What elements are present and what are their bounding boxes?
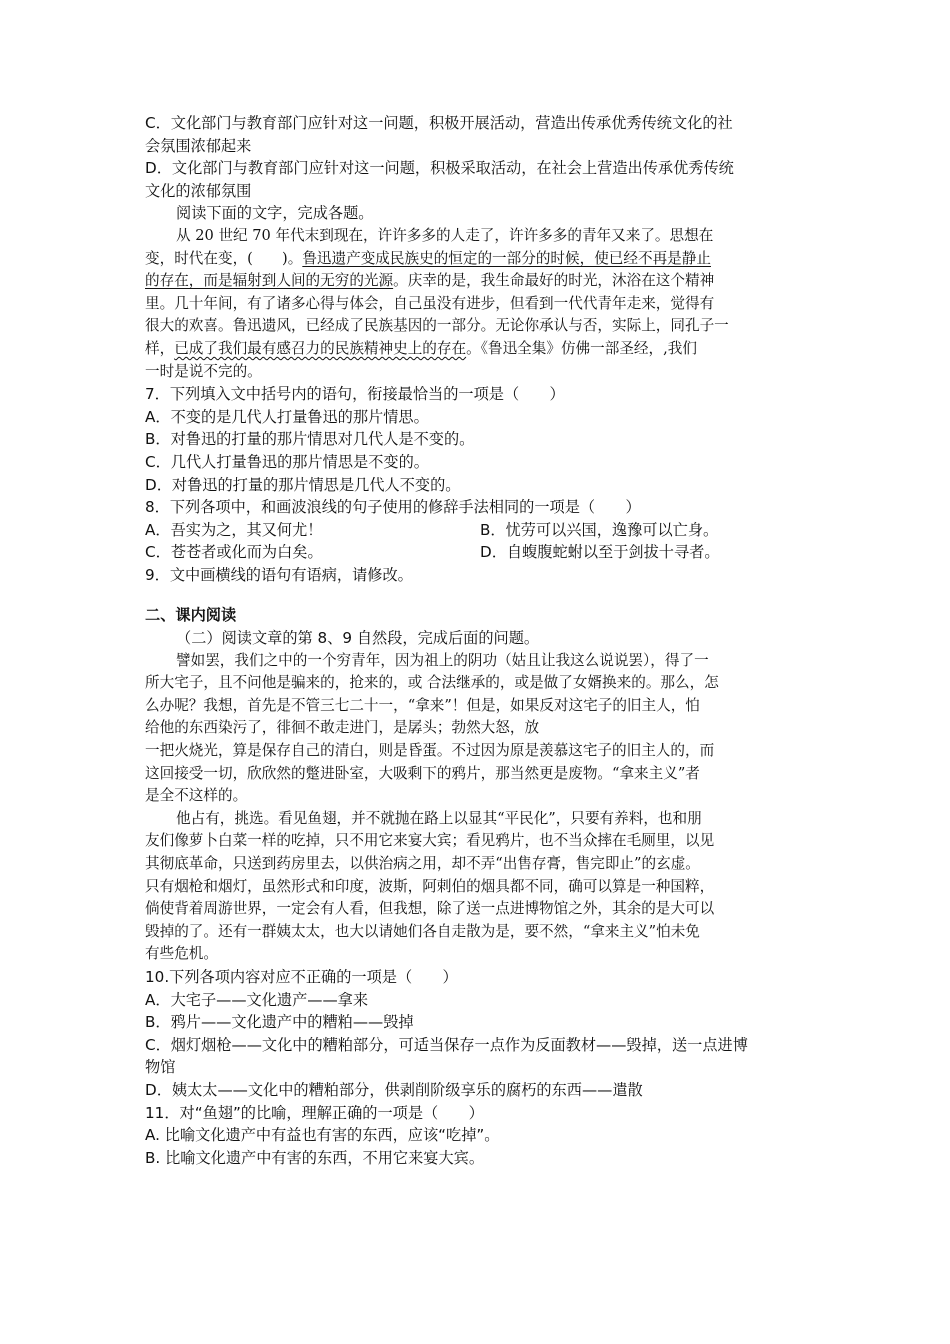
passage-line: 倘使背着周游世界，一定会有人看，但我想，除了送一点进博物馆之外，其余的是大可以 (145, 900, 715, 918)
question-10-option-b: B．鸦片——文化遗产中的糟粕——毁掉 (145, 1013, 414, 1032)
option-d-line1: D．文化部门与教育部门应针对这一问题，积极采取活动，在社会上营造出传承优秀传统 (145, 159, 734, 178)
question-8-options-row2 (145, 541, 815, 564)
question-7-option-d: D．对鲁迅的打量的那片情思是几代人不变的。 (145, 475, 461, 494)
passage-line: 一时是说不完的。 (145, 362, 262, 380)
passage-line (145, 338, 815, 361)
passage-line: 这回接受一切，欣欣然的蹩进卧室，大吸剩下的鸦片，那当然更是废物。“拿来主义”者 (145, 764, 700, 782)
reading-instruction: 阅读下面的文字，完成各题。 (176, 204, 374, 223)
question-10-option-c-line2: 物馆 (145, 1058, 176, 1077)
exam-page (145, 112, 815, 1169)
question-11-stem: 11．对“鱼翅”的比喻，理解正确的一项是（ ） (145, 1103, 484, 1122)
wavy-underlined-sentence: 已成了我们最有感召力的民族精神史上的存在 (174, 339, 467, 357)
passage-line (145, 270, 815, 293)
passage-text: 变，时代在变，( )。 (145, 249, 303, 267)
question-8-options-row1 (145, 519, 815, 542)
question-7-option-b: B．对鲁迅的打量的那片情思对几代人是不变的。 (145, 430, 475, 449)
passage-line: 里。几十年间，有了诸多心得与体会，自己虽没有进步，但看到一代代青年走来，觉得有 (145, 294, 715, 312)
passage-text: 。庆幸的是，我生命最好的时光，沐浴在这个精神 (393, 272, 715, 290)
question-10-option-a: A．大宅子——文化遗产——拿来 (145, 990, 369, 1009)
option-c-line1: C．文化部门与教育部门应针对这一问题，积极开展活动，营造出传承优秀传统文化的社 (145, 114, 733, 132)
passage-line: 所大宅子，且不问他是骗来的，抢来的，或 合法继承的，或是做了女婿换来的。那么，怎 (145, 674, 719, 692)
underlined-sentence: 的存在，而是辐射到人间的无穷的光源 (145, 272, 394, 290)
question-8-option-d: D．自蝮腹蛇蚹以至于剑拔十寻者。 (480, 543, 720, 562)
question-9-stem: 9．文中画横线的语句有语病，请修改。 (145, 565, 413, 584)
section-instruction: （二）阅读文章的第 8、9 自然段，完成后面的问题。 (176, 629, 540, 648)
question-8-stem: 8．下列各项中，和画波浪线的句子使用的修辞手法相同的一项是（ ） (145, 498, 641, 517)
passage-line: 是全不这样的。 (145, 787, 248, 805)
question-11-option-b: B. 比喻文化遗产中有害的东西，不用它来宴大宾。 (145, 1148, 485, 1167)
passage-line: 譬如罢，我们之中的一个穷青年，因为祖上的阴功（姑且让我这么说说罢），得了一 (176, 651, 709, 669)
question-10-option-c-line1: C．烟灯烟枪——文化中的糟粕部分，可适当保存一点作为反面教材——毁掉，送一点进博 (145, 1035, 748, 1054)
question-7-option-a: A．不变的是几代人打量鲁迅的那片情思。 (145, 407, 429, 426)
option-d-line2: 文化的浓郁氛围 (145, 181, 252, 200)
passage-line: 从 20 世纪 70 年代末到现在，许许多多的人走了，许许多多的青年又来了。思想在 (176, 226, 714, 244)
passage-line: 有些危机。 (145, 945, 218, 963)
passage-line: 给他的东西染污了，徘徊不敢走进门，是孱头；勃然大怒，放 (145, 719, 540, 737)
passage-text: 。《鲁迅全集》仿佛一部圣经，,我们 (466, 339, 697, 357)
question-10-stem: 10.下列各项内容对应不正确的一项是（ ） (145, 967, 458, 986)
option-c-line2: 会氛围浓郁起来 (145, 136, 252, 155)
question-10-option-d: D．姨太太——文化中的糟粕部分，供剥削阶级享乐的腐朽的东西——遣散 (145, 1080, 643, 1099)
passage-line: 他占有，挑选。看见鱼翅，并不就抛在路上以显其“平民化”，只要有养料，也和朋 (176, 809, 702, 827)
underlined-sentence: 鲁迅遗产变成民族史的恒定的一部分的时候，使已经不再是静止 (302, 249, 711, 267)
question-8-option-c: C．苍苍者或化而为白矣。 (145, 543, 323, 562)
question-7-option-c: C．几代人打量鲁迅的那片情思是不变的。 (145, 452, 429, 471)
section-heading: 二、课内阅读 (145, 606, 237, 625)
passage-line: 么办呢？我想，首先是不管三七二十一，“拿来”！但是，如果反对这宅子的旧主人，怕 (145, 696, 700, 714)
spacer (145, 586, 815, 604)
passage-line: 友们像萝卜白菜一样的吃掉，只不用它来宴大宾；看见鸦片，也不当众摔在毛厕里，以见 (145, 832, 715, 850)
question-8-option-a: A．吾实为之，其又何尤！ (145, 520, 323, 539)
passage-line: 其彻底革命，只送到药房里去，以供治病之用，却不弄“出售存膏，售完即止”的玄虚。 (145, 855, 700, 872)
passage-text: 样， (145, 339, 175, 357)
passage-line: 毁掉的了。还有一群姨太太，也大以请她们各自走散为是，要不然，“拿来主义”怕未免 (145, 922, 700, 940)
passage-line (145, 248, 815, 271)
passage-line: 很大的欢喜。鲁迅遗风，已经成了民族基因的一部分。无论你承认与否，实际上，同孔子一 (145, 317, 729, 335)
passage-line: 一把火烧光，算是保存自己的清白，则是昏蛋。不过因为原是羡慕这宅子的旧主人的，而 (145, 742, 715, 760)
question-11-option-a: A. 比喻文化遗产中有益也有害的东西，应该“吃掉”。 (145, 1126, 500, 1145)
question-8-option-b: B．忧劳可以兴国，逸豫可以亡身。 (480, 520, 719, 539)
question-7-stem: 7．下列填入文中括号内的语句，衔接最恰当的一项是（ ） (145, 385, 565, 404)
passage-line: 只有烟枪和烟灯，虽然形式和印度，波斯，阿剌伯的烟具都不同，确可以算是一种国粹， (145, 877, 715, 895)
